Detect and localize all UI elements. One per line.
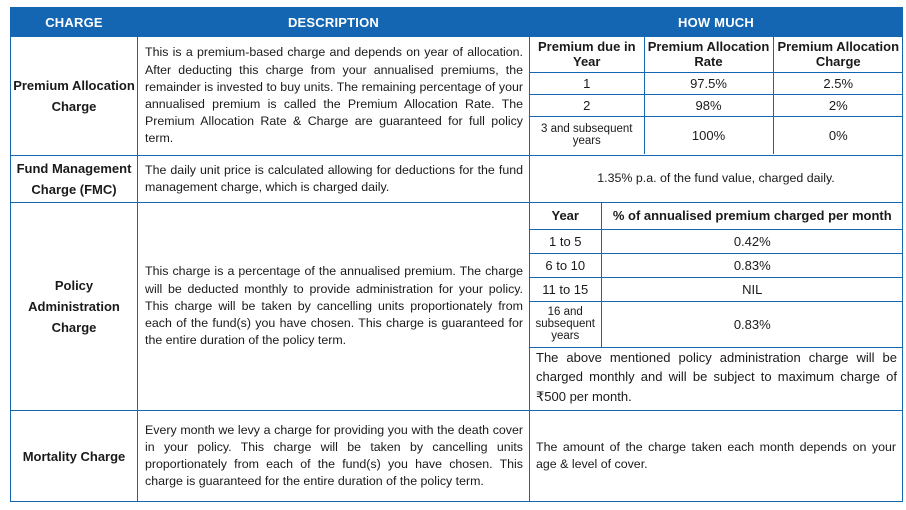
row-mortality (11, 411, 903, 502)
table-row (530, 229, 903, 253)
description-policy-admin: This charge is a percentage of the annualised premium. The charge will be deducted monthly to provide administration for your policy. This charge will be taken by cancelling units proportionately from each of the fund(s) you have chosen. This charge is guaranteed for the entire duration of the policy term. (138, 203, 530, 411)
how-much-premium-allocation (530, 37, 903, 156)
mortality-value: The amount of the charge taken each month depends on your age & level of cover. (536, 439, 896, 471)
table-row (530, 72, 903, 94)
description-premium-allocation: This is a premium-based charge and depends on year of allocation. After deducting this charge from your annualised premiums, the remainder is invested to buy units. The remaining percentage of your annualised premium is called the Premium Allocation Rate. The Premium Allocation Rate & Charge are guaranteed for full policy term. (138, 37, 530, 156)
pa-col-year: Premium due in Year (530, 37, 644, 72)
header-how-much: HOW MUCH (530, 8, 903, 37)
charge-mortality: Mortality Charge (11, 411, 138, 502)
admin-percent: 0.83% (601, 253, 903, 277)
fmc-value: 1.35% p.a. of the fund value, charged daily. (597, 171, 835, 185)
charge-policy-admin: Policy Administration Charge (11, 203, 138, 411)
pa-charge: 2.5% (773, 72, 903, 94)
pa-rate: 97.5% (644, 72, 773, 94)
description-mortality: Every month we levy a charge for providing you with the death cover in your policy. This charge will be taken by cancelling units proportionately from each of the fund(s) you have chosen. This charge is guaranteed for the entire duration of the policy term. (138, 411, 530, 502)
admin-percent: NIL (601, 277, 903, 301)
pa-year: 1 (530, 72, 644, 94)
premium-allocation-table (530, 37, 903, 154)
pa-charge: 0% (828, 127, 848, 143)
header-row (11, 8, 903, 37)
admin-year: 16 and subsequent years (530, 301, 601, 347)
table-row (530, 277, 903, 301)
admin-percent: 0.83% (601, 301, 903, 347)
table-row (530, 253, 903, 277)
pa-year: 2 (530, 94, 644, 116)
pa-rate: 98% (644, 94, 773, 116)
admin-col-percent: % of annualised premium charged per month (601, 203, 903, 229)
how-much-fmc (530, 156, 903, 203)
admin-note-row (530, 347, 903, 406)
table-row (530, 116, 903, 154)
charge-fmc: Fund Management Charge (FMC) (11, 156, 138, 203)
admin-year: 1 to 5 (530, 229, 601, 253)
admin-note: The above mentioned policy administration charge will be charged monthly and will be subject to maximum charge of ₹500 per month. (536, 349, 897, 404)
pa-col-charge: Premium Allocation Charge (773, 37, 903, 72)
how-much-mortality (530, 411, 903, 502)
how-much-policy-admin (530, 203, 903, 411)
admin-year: 6 to 10 (530, 253, 601, 277)
pa-col-rate: Premium Allocation Rate (644, 37, 773, 72)
charge-premium-allocation: Premium Allocation Charge (11, 37, 138, 156)
table-row (530, 301, 903, 347)
pa-year: 3 and subsequent years (530, 116, 644, 154)
admin-percent: 0.42% (601, 229, 903, 253)
row-policy-admin (11, 203, 903, 411)
description-fmc: The daily unit price is calculated allowing for deductions for the fund management charge, which is charged daily. (138, 156, 530, 203)
pa-charge: 2% (773, 94, 903, 116)
charges-table (10, 7, 903, 502)
table-row (530, 94, 903, 116)
header-charge: CHARGE (11, 8, 138, 37)
pa-rate: 100% (644, 116, 773, 154)
row-fmc (11, 156, 903, 203)
admin-year: 11 to 15 (530, 277, 601, 301)
admin-col-year: Year (530, 203, 601, 229)
header-description: DESCRIPTION (138, 8, 530, 37)
policy-admin-table (530, 203, 903, 406)
charges-table-container (10, 7, 902, 502)
row-premium-allocation (11, 37, 903, 156)
